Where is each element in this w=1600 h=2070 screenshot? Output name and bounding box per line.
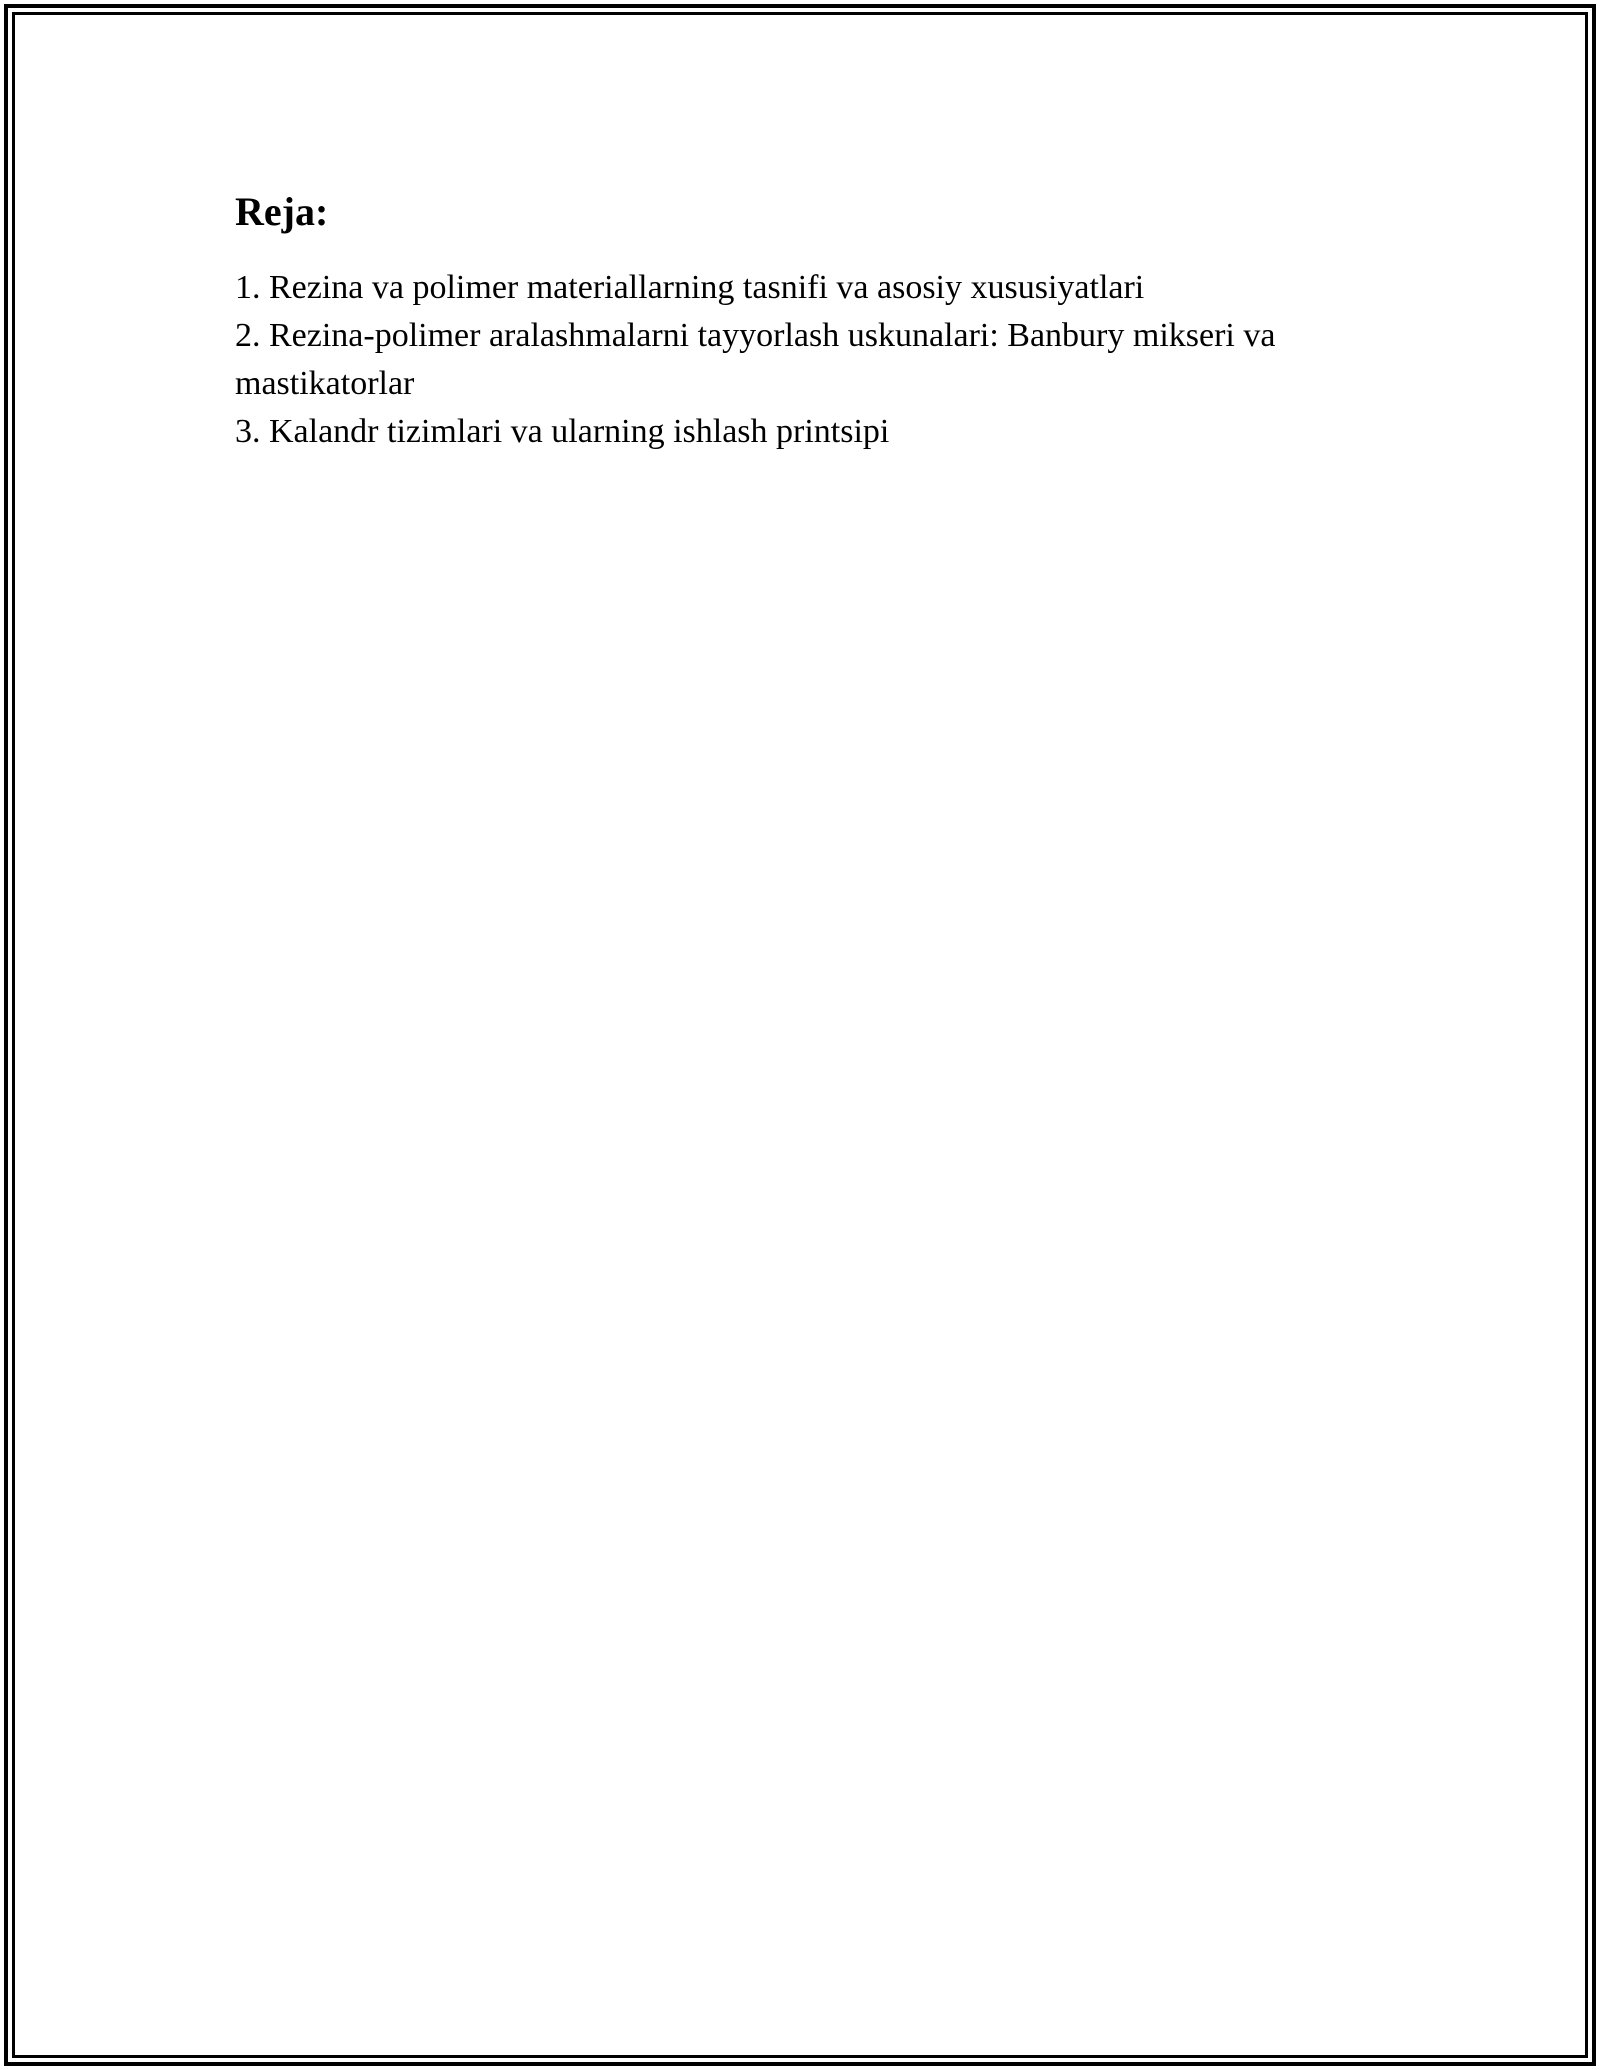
page-content [235, 186, 1365, 456]
plan-title: Reja: [235, 189, 329, 234]
plan-item-2: 2. Rezina-polimer aralashmalarni tayyorlash uskunalari: Banbury mikseri va mastikatorlar [235, 317, 1276, 402]
plan-list [235, 264, 1365, 456]
plan-item-3: 3. Kalandr tizimlari va ularning ishlash printsipi [235, 413, 890, 450]
plan-item-1: 1. Rezina va polimer materiallarning tasnifi va asosiy xususiyatlari [235, 269, 1145, 306]
